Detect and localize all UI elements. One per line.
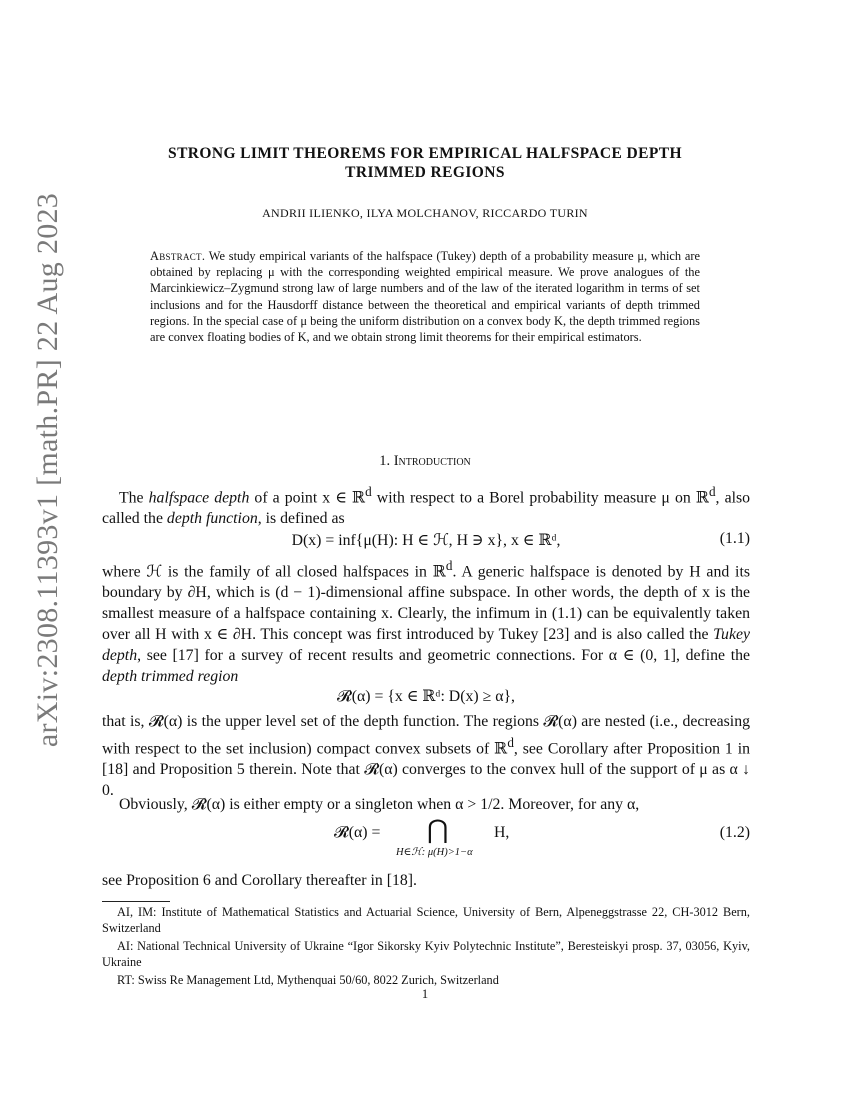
section-heading: [100, 453, 750, 470]
title-line-1: STRONG LIMIT THEOREMS FOR EMPIRICAL HALFSPACE DEPTH: [168, 145, 682, 162]
arxiv-identifier-stamp: [0, 0, 80, 1100]
section-title: Introduction: [393, 453, 471, 469]
footnote-affiliation: RT: Swiss Re Management Ltd, Mythenquai 50/60, 8022 Zurich, Switzerland: [117, 973, 499, 987]
author-list: ANDRII ILIENKO, ILYA MOLCHANOV, RICCARDO TURIN: [262, 206, 588, 220]
text-span: The: [119, 489, 149, 507]
text-span: Obviously, 𝓡(α) is either empty or a singleton when α > 1/2. Moreover, for any α,: [119, 796, 640, 813]
superscript: d: [708, 484, 716, 499]
section-number: 1.: [379, 453, 391, 469]
emphasis-term: halfspace depth: [148, 489, 250, 507]
equation-body: 𝓡(α) = {x ∈ ℝᵈ: D(x) ≥ α},: [336, 688, 515, 705]
footnotes: [102, 904, 750, 990]
text-span: , is defined as: [257, 510, 345, 528]
abstract-label: Abstract.: [150, 249, 206, 263]
text-span: , also called the: [102, 489, 751, 528]
emphasis-term: depth function: [166, 510, 258, 528]
text-span: of a point x ∈ ℝ: [249, 489, 366, 507]
text-span: where ℋ is the family of all closed halfspaces in ℝ: [102, 563, 446, 581]
paper-title: [100, 144, 750, 182]
emphasis-term: Tukey depth: [102, 625, 750, 664]
equation-1-2: [102, 815, 750, 864]
abstract-text: We study empirical variants of the halfspace (Tukey) depth of a probability measure μ, which are obtained by replacing μ with the corresponding weighted empirical measure. We prove analogues of the Marcinkiewicz–Zygmund strong law of large numbers and of the law of the iterated logarithm in terms of set inclusions and for the Hausdorff distance between the theoretical and empirical variants of depth trimmed regions. In the special case of μ being the uniform distribution on a convex body K, the depth trimmed regions are convex floating bodies of K, and we obtain strong limit theorems for their empirical estimators.: [150, 249, 700, 345]
superscript: d: [365, 484, 372, 499]
paragraph-3: [102, 712, 750, 802]
footnote-affiliation: AI: National Technical University of Ukraine “Igor Sikorsky Kyiv Polytechnic Institute”, Beresteiskyi prosp. 37, 03056, Kyiv, Ukraine: [102, 939, 750, 969]
text-span: , see [17] for a survey of recent results and geometric connections. For α ∈ (0, 1], define the: [137, 646, 750, 664]
text-span: with respect to a Borel probability measure μ on ℝ: [371, 489, 709, 507]
paragraph-2: [102, 556, 750, 688]
arxiv-stamp-text: arXiv:2308.11393v1 [math.PR] 22 Aug 2023: [31, 192, 64, 748]
equation-right: H,: [494, 824, 510, 841]
footnote-divider: [102, 901, 170, 902]
emphasis-term: depth trimmed region: [102, 667, 239, 685]
paragraph-5: [102, 871, 750, 892]
text-span: see Proposition 6 and Corollary thereafter in [18].: [102, 872, 417, 889]
superscript: d: [445, 558, 453, 573]
paragraph-4: [102, 795, 750, 816]
footnote-affiliation: AI, IM: Institute of Mathematical Statistics and Actuarial Science, University of Bern, Alpeneggstrasse 22, CH-3012 Bern, Switzerland: [102, 905, 750, 935]
title-line-2: TRIMMED REGIONS: [345, 164, 505, 181]
text-span: , see Corollary after Proposition 1 in [18] and Proposition 5 therein. Note that 𝓡(α) converges to the convex hull of the support of μ as α ↓ 0.: [102, 740, 751, 799]
equation-number: (1.2): [719, 824, 750, 841]
equation-number: (1.1): [719, 530, 750, 547]
equation-left: 𝓡(α) =: [334, 824, 381, 841]
page-number: 1: [421, 987, 429, 1001]
abstract: [150, 248, 700, 345]
paragraph-1: [102, 482, 750, 530]
intersection-subscript: H∈ℋ: μ(H)>1−α: [396, 847, 473, 858]
text-span: that is, 𝓡(α) is the upper level set of the depth function. The regions 𝓡(α) are nested (i.e., decreasing with respect to the set inclusion) compact convex subsets of ℝ: [102, 713, 750, 758]
text-span: . A generic halfspace is denoted by H and its boundary by ∂H, which is (d − 1)-dimensional affine subspace. In other words, the depth of x is the smallest measure of a halfspace containing x. Clearly, the infimum in (1.1) can be equivalently taken over all H with x ∈ ∂H. This concept was first introduced by Tukey [23] and is also called the: [102, 563, 750, 643]
equation-body: D(x) = inf{μ(H): H ∈ ℋ, H ∋ x}, x ∈ ℝᵈ,: [291, 532, 561, 549]
superscript: d: [507, 734, 514, 750]
big-intersection-operator: ⋂: [427, 815, 449, 844]
